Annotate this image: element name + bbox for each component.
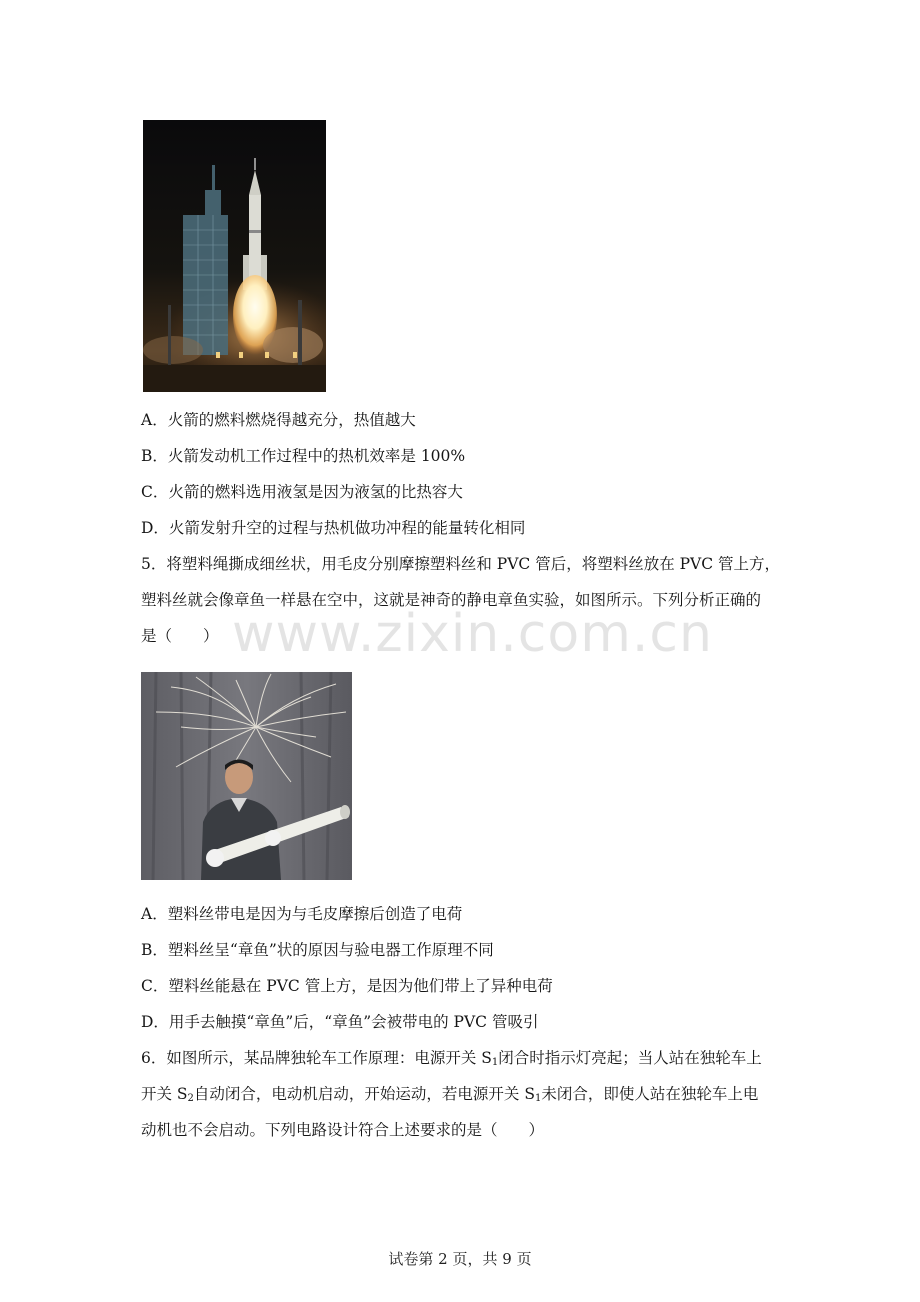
q5-stem-line-3: 是（ ） xyxy=(141,627,219,645)
q6-stem-line-2 xyxy=(141,1084,758,1104)
q4-option-b: B．火箭发动机工作过程中的热机效率是 100% xyxy=(141,447,466,465)
q4-option-d: D．火箭发射升空的过程与热机做功冲程的能量转化相同 xyxy=(141,519,526,537)
electrostatic-octopus-photo xyxy=(141,672,352,880)
q6-line1-subscript: 1 xyxy=(491,1057,499,1068)
q6-line2-subscript-2: 1 xyxy=(534,1093,542,1104)
q6-line2-text-a: 开关 S xyxy=(141,1085,188,1103)
q6-line1-text-a: 6．如图所示，某品牌独轮车工作原理：电源开关 S xyxy=(141,1049,492,1067)
q5-stem-line-1: 5．将塑料绳撕成细丝状，用毛皮分别摩擦塑料丝和 PVC 管后，将塑料丝放在 PVC 管上方， xyxy=(141,555,781,573)
q6-line2-text-b: 自动闭合，电动机启动，开始运动，若电源开关 S xyxy=(193,1085,535,1103)
q6-line1-text-b: 闭合时指示灯亮起；当人站在独轮车上 xyxy=(498,1049,762,1067)
q4-option-c: C．火箭的燃料选用液氢是因为液氢的比热容大 xyxy=(141,483,463,501)
rocket-launch-photo xyxy=(143,120,326,392)
site-watermark: www.zixin.com.cn xyxy=(232,604,713,664)
q5-option-a: A．塑料丝带电是因为与毛皮摩擦后创造了电荷 xyxy=(141,905,463,923)
q6-stem-line-1 xyxy=(141,1048,762,1068)
q4-option-a: A．火箭的燃料燃烧得越充分，热值越大 xyxy=(141,411,416,429)
page-footer: 试卷第 2 页，共 9 页 xyxy=(388,1250,532,1268)
q6-line2-text-c: 未闭合，即使人站在独轮车上电 xyxy=(541,1085,759,1103)
q6-line2-subscript-1: 2 xyxy=(187,1093,194,1104)
q5-option-d: D．用手去触摸“章鱼”后，“章鱼”会被带电的 PVC 管吸引 xyxy=(141,1013,539,1031)
q5-stem-line-2: 塑料丝就会像章鱼一样悬在空中，这就是神奇的静电章鱼实验，如图所示。下列分析正确的 xyxy=(141,591,762,609)
q5-option-c: C．塑料丝能悬在 PVC 管上方，是因为他们带上了异种电荷 xyxy=(141,977,553,995)
q6-stem-line-3: 动机也不会启动。下列电路设计符合上述要求的是（ ） xyxy=(141,1121,545,1139)
q5-option-b: B．塑料丝呈“章鱼”状的原因与验电器工作原理不同 xyxy=(141,941,494,959)
